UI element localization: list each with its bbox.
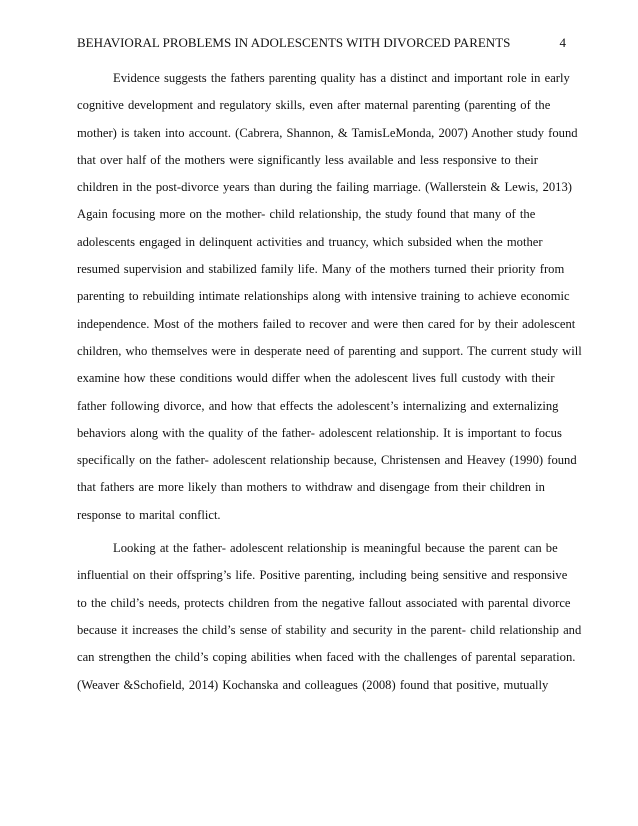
paragraph-1-line: Again focusing more on the mother- child relationship, the study found that many of the xyxy=(77,207,536,222)
paragraph-2-line: (Weaver &Schofield, 2014) Kochanska and colleagues (2008) found that positive, mutually xyxy=(77,677,549,692)
running-head-title: BEHAVIORAL PROBLEMS IN ADOLESCENTS WITH DIVORCED PARENTS xyxy=(77,35,511,50)
paragraph-1-line: cognitive development and regulatory skills, even after maternal parenting (parenting of the xyxy=(77,98,551,113)
paragraph-1-line: adolescents engaged in delinquent activities and truancy, which subsided when the mother xyxy=(77,234,543,249)
paragraph-1-line: response to marital conflict. xyxy=(77,507,221,522)
paragraph-1-line: parenting to rebuilding intimate relationships along with intensive training to achieve economic xyxy=(77,289,570,304)
paragraph-1-line: that fathers are more likely than mothers to withdraw and disengage from their children in xyxy=(77,480,545,495)
paragraph-1-line: father following divorce, and how that effects the adolescent’s internalizing and externalizing xyxy=(77,398,559,413)
paragraph-1-line: resumed supervision and stabilized family life. Many of the mothers turned their priority from xyxy=(77,262,565,277)
paragraph-2-line: Looking at the father- adolescent relationship is meaningful because the parent can be xyxy=(113,541,558,556)
paragraph-1-line: specifically on the father- adolescent relationship because, Christensen and Heavey (1990) found xyxy=(77,453,577,468)
body-text xyxy=(77,68,582,702)
paragraph-1-line: that over half of the mothers were significantly less available and less responsive to their xyxy=(77,152,538,167)
page-number: 4 xyxy=(559,35,566,50)
paragraph-1-line: mother) is taken into account. (Cabrera, Shannon, & TamisLeMonda, 2007) Another study found xyxy=(77,125,578,140)
paragraph-2-line: influential on their offspring’s life. Positive parenting, including being sensitive and responsive xyxy=(77,568,568,583)
paragraph-1-line: children in the post-divorce years than during the failing marriage. (Wallerstein & Lewis, 2013) xyxy=(77,180,572,195)
paragraph-2-line: can strengthen the child’s coping abilities when faced with the challenges of parental separation. xyxy=(77,650,576,665)
paragraph-2-line: to the child’s needs, protects children from the negative fallout associated with parental divorce xyxy=(77,595,571,610)
paragraph-1-line: behaviors along with the quality of the father- adolescent relationship. It is important to focus xyxy=(77,425,562,440)
paragraph-1-line: independence. Most of the mothers failed to recover and were then cared for by their adolescent xyxy=(77,316,576,331)
paragraph-1-line: Evidence suggests the fathers parenting quality has a distinct and important role in early xyxy=(113,71,570,85)
paragraph-1-line: examine how these conditions would differ when the adolescent lives full custody with their xyxy=(77,371,555,386)
running-header xyxy=(77,33,566,53)
paragraph-2-line: because it increases the child’s sense of stability and security in the parent- child relationship and xyxy=(77,622,582,637)
paragraph-1-line: children, who themselves were in desperate need of parenting and support. The current study will xyxy=(77,343,582,358)
